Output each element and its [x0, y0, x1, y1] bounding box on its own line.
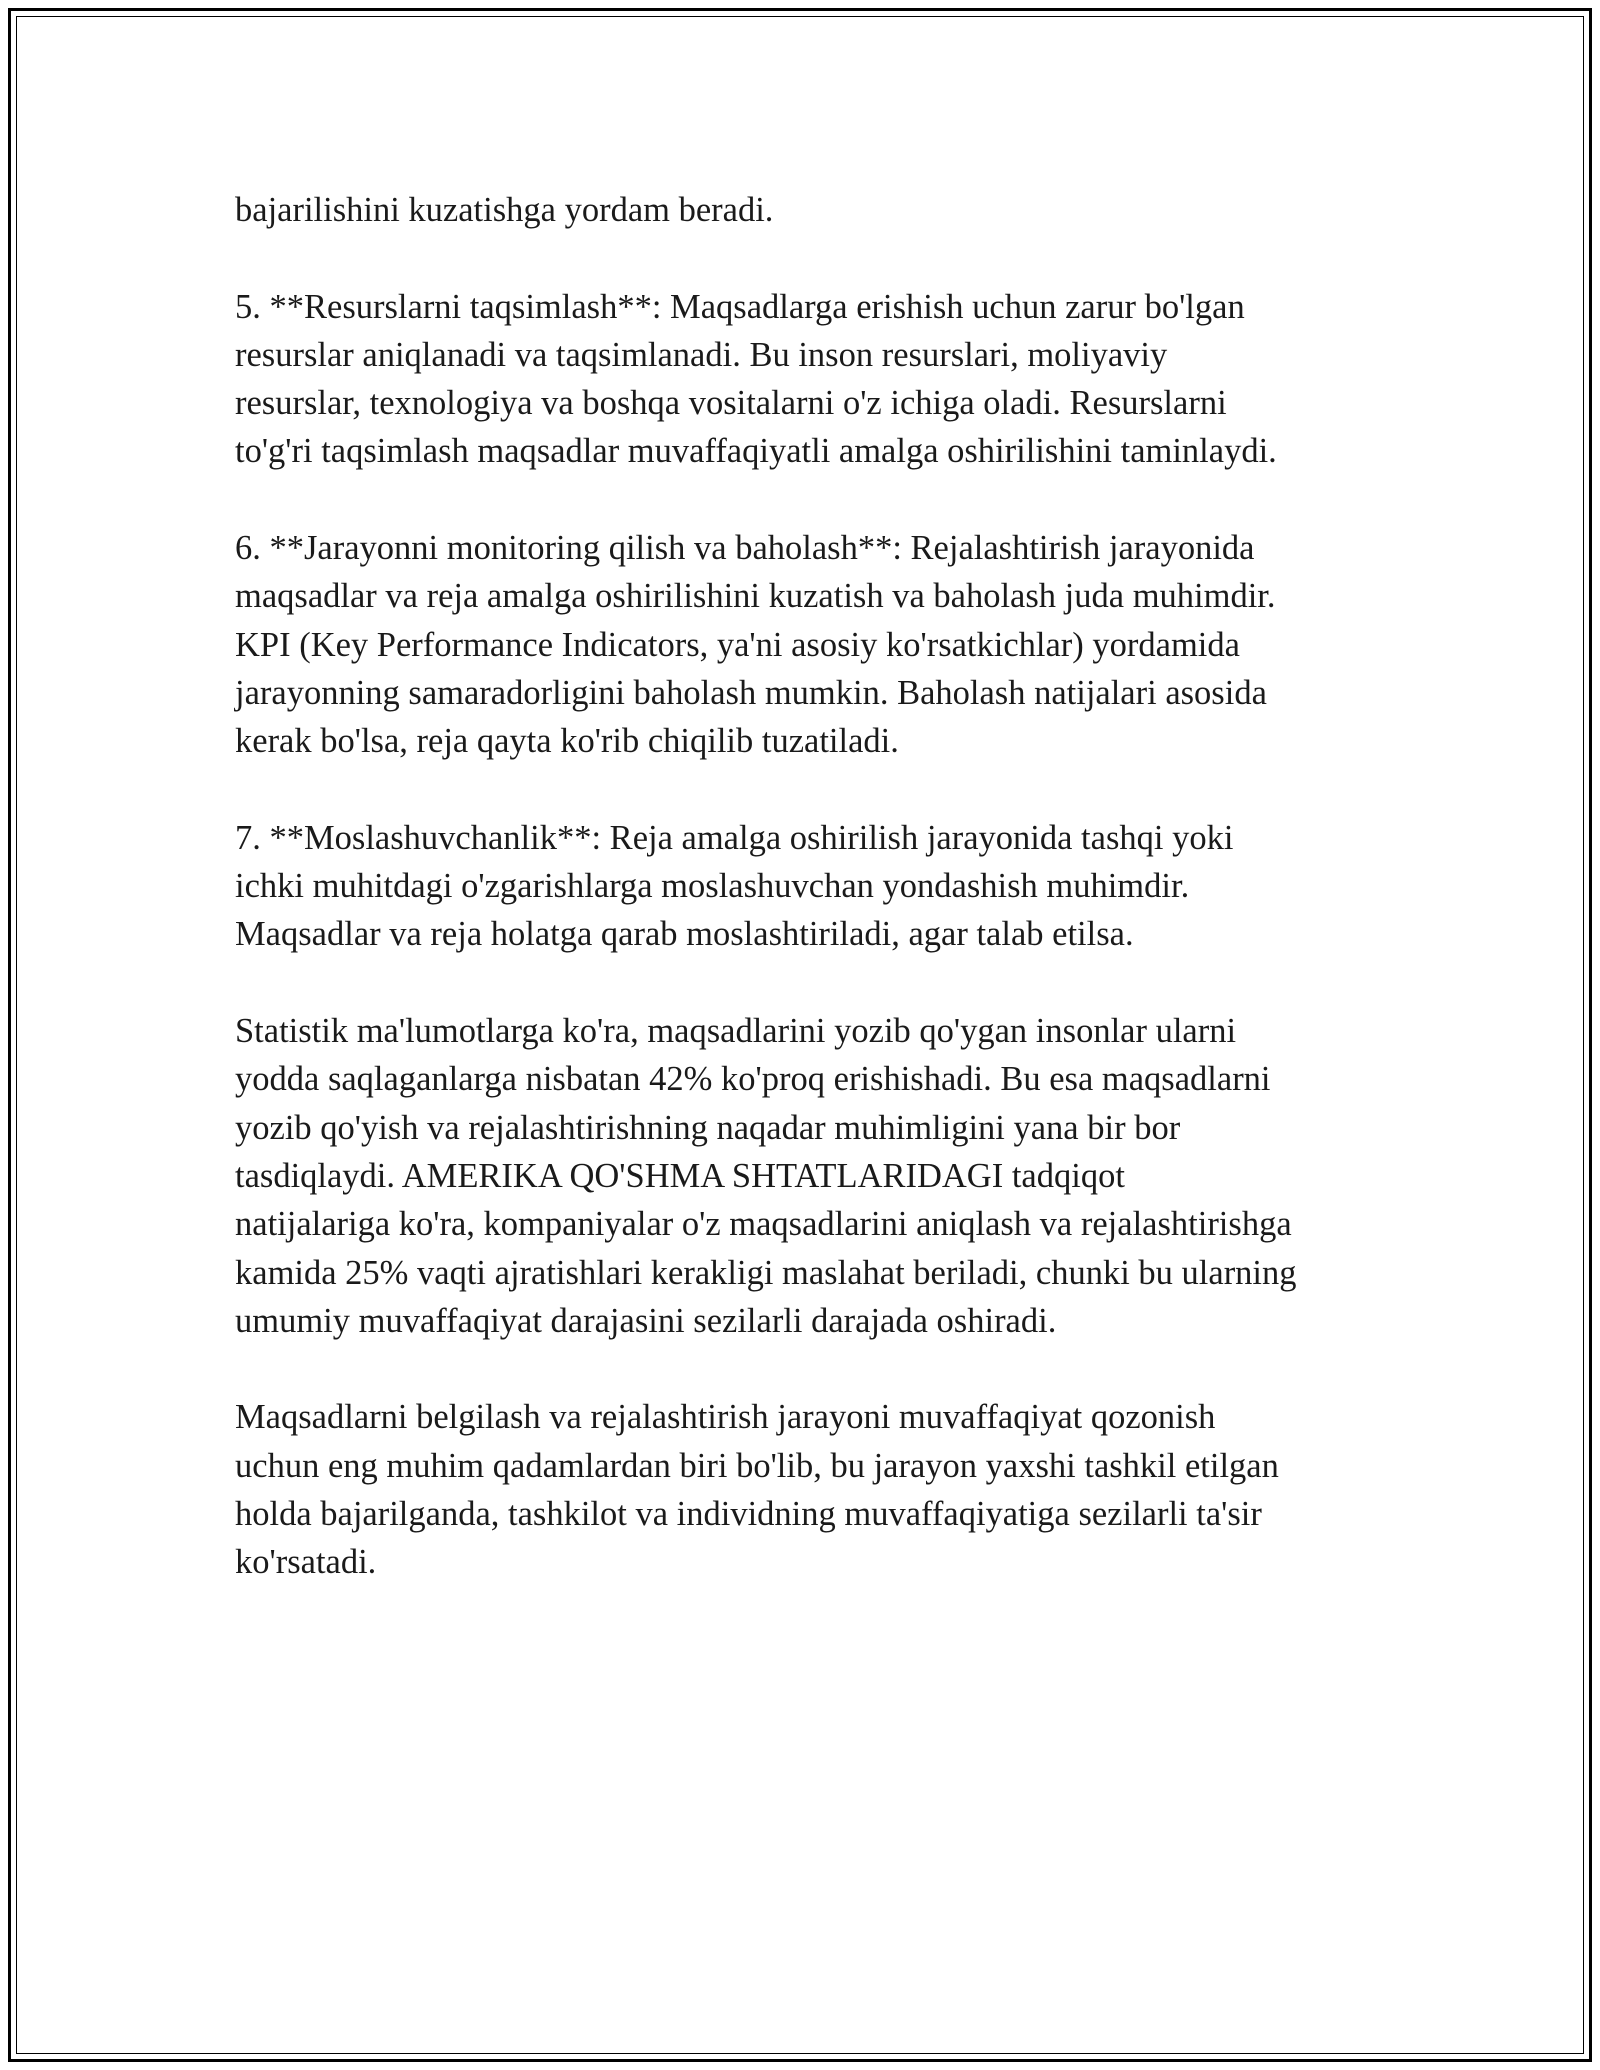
text-line: kerak bo'lsa, reja qayta ko'rib chiqilib tuzatiladi. — [235, 722, 899, 761]
text-line: Statistik ma'lumotlarga ko'ra, maqsadlarini yozib qo'ygan insonlar ularni — [235, 1012, 1237, 1051]
text-line: to'g'ri taqsimlash maqsadlar muvaffaqiyatli amalga oshirilishini taminlaydi. — [235, 432, 1277, 471]
text-line: resurslar, texnologiya va boshqa vositalarni o'z ichiga oladi. Resurslarni — [235, 384, 1227, 423]
text-line: 5. **Resurslarni taqsimlash**: Maqsadlarga erishish uchun zarur bo'lgan — [235, 287, 1245, 326]
text-line: Maqsadlarni belgilash va rejalashtirish jarayoni muvaffaqiyat qozonish — [235, 1398, 1216, 1437]
text-line: ichki muhitdagi o'zgarishlarga moslashuvchan yondashish muhimdir. — [235, 867, 1190, 906]
paragraph-item-7-flexibility — [235, 814, 1375, 959]
text-line: kamida 25% vaqti ajratishlari kerakligi maslahat beriladi, chunki bu ularning — [235, 1253, 1297, 1292]
text-line: yozib qo'yish va rejalashtirishning naqadar muhimligini yana bir bor — [235, 1108, 1181, 1147]
paragraph-item-5-resources — [235, 283, 1375, 476]
text-line: 6. **Jarayonni monitoring qilish va baholash**: Rejalashtirish jarayonida — [235, 529, 1255, 568]
text-line: natijalariga ko'ra, kompaniyalar o'z maqsadlarini aniqlash va rejalashtirishga — [235, 1205, 1292, 1244]
text-line: tasdiqlaydi. AMERIKA QO'SHMA SHTATLARIDAGI tadqiqot — [235, 1156, 1125, 1195]
paragraph-statistics — [235, 1007, 1375, 1345]
text-line: jarayonning samaradorligini baholash mumkin. Baholash natijalari asosida — [235, 673, 1267, 712]
text-line: maqsadlar va reja amalga oshirilishini kuzatish va baholash juda muhimdir. — [235, 577, 1276, 616]
text-line: yodda saqlaganlarga nisbatan 42% ko'proq erishishadi. Bu esa maqsadlarni — [235, 1060, 1271, 1099]
text-line: uchun eng muhim qadamlardan biri bo'lib, bu jarayon yaxshi tashkil etilgan — [235, 1446, 1279, 1485]
text-line: Maqsadlar va reja holatga qarab moslashtiriladi, agar talab etilsa. — [235, 915, 1134, 954]
document-body — [235, 186, 1375, 1635]
paragraph-item-6-monitoring — [235, 524, 1375, 765]
text-line: ko'rsatadi. — [235, 1543, 377, 1582]
text-line: bajarilishini kuzatishga yordam beradi. — [235, 191, 774, 229]
text-line: 7. **Moslashuvchanlik**: Reja amalga oshirilish jarayonida tashqi yoki — [235, 818, 1234, 857]
paragraph-intro-continuation — [235, 186, 1375, 234]
text-line: resurslar aniqlanadi va taqsimlanadi. Bu inson resurslari, moliyaviy — [235, 335, 1168, 374]
text-line: KPI (Key Performance Indicators, ya'ni asosiy ko'rsatkichlar) yordamida — [235, 625, 1240, 664]
text-line: umumiy muvaffaqiyat darajasini sezilarli darajada oshiradi. — [235, 1301, 1057, 1340]
text-line: holda bajarilganda, tashkilot va individning muvaffaqiyatiga sezilarli ta'sir — [235, 1495, 1262, 1534]
paragraph-conclusion — [235, 1393, 1375, 1586]
